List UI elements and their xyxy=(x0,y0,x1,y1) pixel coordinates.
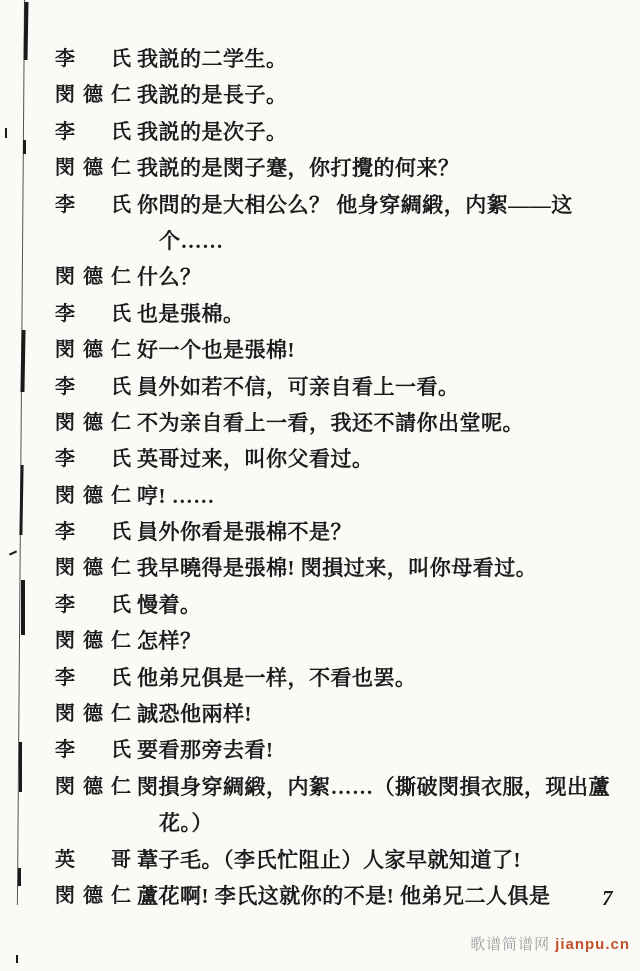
speaker-name: 閔德仁 xyxy=(55,630,131,653)
dialogue-text: 什么？ xyxy=(137,265,202,290)
dialogue-text: 哼! …… xyxy=(137,483,215,508)
dialogue-line xyxy=(55,42,617,78)
scan-speck xyxy=(5,128,7,138)
page-number: 7 xyxy=(602,886,613,910)
watermark xyxy=(470,933,630,954)
speaker-name: 李氏 xyxy=(55,739,131,762)
dialogue-text: 花。） xyxy=(159,811,213,836)
speaker-name: 閔德仁 xyxy=(55,157,131,180)
dialogue-text: 閔損身穿綢緞，内絮……（撕破閔損衣服，现出蘆 xyxy=(137,774,610,799)
dialogue-line xyxy=(55,770,617,806)
dialogue-line xyxy=(55,406,617,442)
dialogue-line xyxy=(55,479,617,515)
dialogue-line xyxy=(55,843,617,879)
dialogue-text: 蘆花啊! 李氏这就你的不是! 他弟兄二人俱是 xyxy=(137,883,551,908)
dialogue-text: 我説的是長子。 xyxy=(137,83,288,108)
scan-ink-blob xyxy=(23,2,28,60)
dialogue-text: 員外你看是張棉不是？ xyxy=(137,520,352,545)
dialogue-list xyxy=(55,42,617,915)
speaker-name: 李氏 xyxy=(55,48,131,70)
speaker-name: 閔德仁 xyxy=(55,775,131,798)
dialogue-line xyxy=(55,78,617,114)
dialogue-line xyxy=(55,588,617,624)
dialogue-text: 他弟兄俱是一样，不看也罢。 xyxy=(137,665,417,690)
dialogue-text: 英哥过来，叫你父看过。 xyxy=(137,447,374,472)
dialogue-line-continuation xyxy=(55,806,617,842)
dialogue-line xyxy=(55,151,617,187)
dialogue-line xyxy=(55,260,617,296)
speaker-name: 李氏 xyxy=(55,521,131,544)
scan-speck xyxy=(16,955,18,963)
dialogue-text: 我説的二学生。 xyxy=(137,47,288,71)
dialogue-line xyxy=(55,297,617,333)
dialogue-line xyxy=(55,551,617,587)
dialogue-line-continuation xyxy=(55,224,617,260)
speaker-name: 英哥 xyxy=(55,848,131,871)
dialogue-line xyxy=(55,661,617,697)
scan-ink-blob xyxy=(20,330,25,392)
scan-speck xyxy=(9,550,17,555)
scan-ink-blob xyxy=(19,742,22,792)
speaker-name: 閔德仁 xyxy=(55,266,131,289)
scan-ink-blob xyxy=(19,465,23,535)
scan-ink-blob xyxy=(18,868,21,886)
dialogue-line xyxy=(55,624,617,660)
speaker-name: 閔德仁 xyxy=(55,411,131,434)
dialogue-text: 怎样？ xyxy=(137,629,202,654)
dialogue-line xyxy=(55,333,617,369)
speaker-name: 閔德仁 xyxy=(55,557,131,580)
speaker-name: 閔德仁 xyxy=(55,484,131,507)
speaker-name: 李氏 xyxy=(55,193,131,216)
dialogue-text: 你問的是大相公么？ 他身穿綢緞，内絮——这 xyxy=(137,192,573,217)
speaker-name: 李氏 xyxy=(55,666,131,689)
scan-ink-blob xyxy=(21,580,25,635)
dialogue-text: 我説的是次子。 xyxy=(137,119,288,144)
speaker-name: 李氏 xyxy=(55,448,131,471)
dialogue-text: 慢着。 xyxy=(137,592,202,617)
dialogue-text: 員外如若不信，可亲自看上一看。 xyxy=(137,374,460,399)
dialogue-line xyxy=(55,370,617,406)
dialogue-text: 不为亲自看上一看，我还不請你出堂呢。 xyxy=(137,410,524,435)
dialogue-text: 要看那旁去看! xyxy=(137,738,274,763)
dialogue-line xyxy=(55,879,617,915)
dialogue-text: 好一个也是張棉! xyxy=(137,338,295,363)
speaker-name: 李氏 xyxy=(55,375,131,398)
dialogue-text: 誠恐他兩样! xyxy=(137,702,252,727)
dialogue-line xyxy=(55,697,617,733)
dialogue-text: 我早曉得是張棉! 閔損过来，叫你母看过。 xyxy=(137,556,538,581)
dialogue-line xyxy=(55,515,617,551)
dialogue-text: 个…… xyxy=(159,228,224,253)
speaker-name: 閔德仁 xyxy=(55,339,131,362)
dialogue-text: 葦子毛。（李氏忙阻止）人家早就知道了! xyxy=(137,847,521,872)
watermark-site-name: 歌谱简谱网 xyxy=(470,936,551,953)
dialogue-line xyxy=(55,188,617,224)
scan-ink-blob xyxy=(23,140,26,154)
speaker-name: 閔德仁 xyxy=(55,84,131,107)
dialogue-text: 我説的是閔子蹇，你打攪的何来？ xyxy=(137,156,460,181)
dialogue-line xyxy=(55,115,617,151)
speaker-name: 李氏 xyxy=(55,302,131,325)
speaker-name: 閔德仁 xyxy=(55,703,131,726)
dialogue-line xyxy=(55,733,617,769)
dialogue-line xyxy=(55,442,617,478)
dialogue-text: 也是張棉。 xyxy=(137,301,245,326)
speaker-name: 李氏 xyxy=(55,120,131,143)
speaker-name: 閔德仁 xyxy=(55,884,131,907)
watermark-site-url: jianpu.cn xyxy=(555,936,630,953)
speaker-name: 李氏 xyxy=(55,593,131,616)
